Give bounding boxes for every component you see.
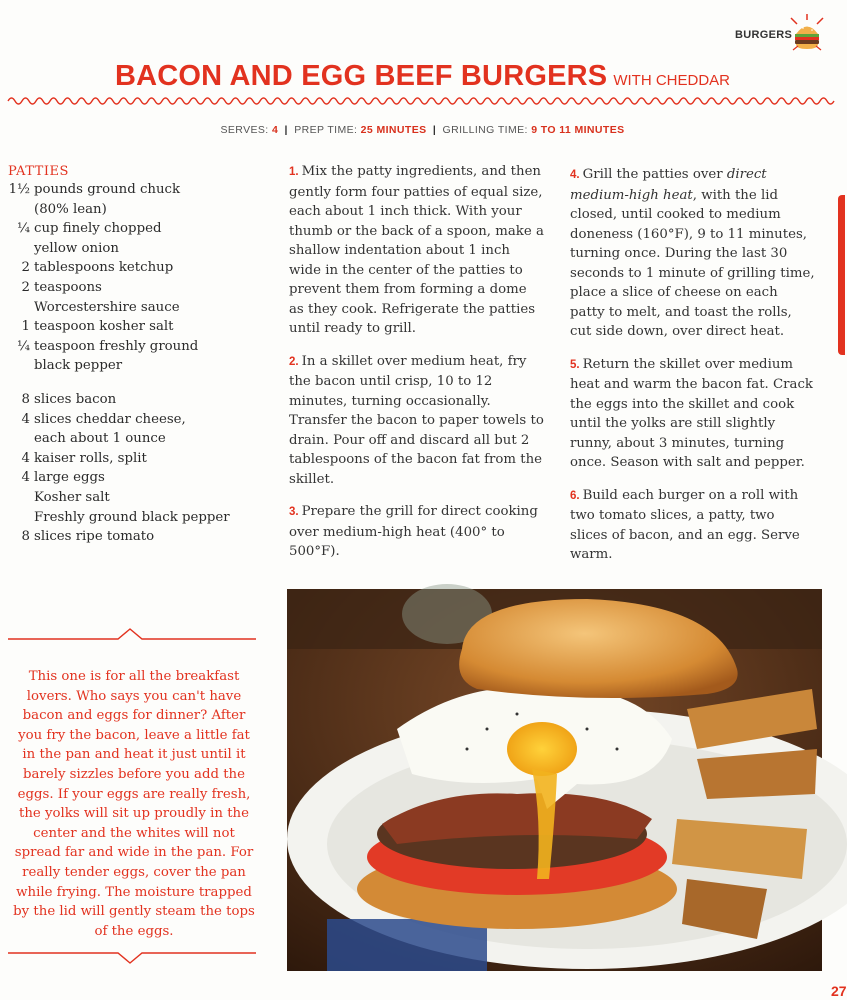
step-4 (570, 165, 815, 342)
prep-time-label: PREP TIME: (294, 124, 358, 136)
ingredient-quantity: 1½ (8, 182, 30, 197)
page-number: 27 (831, 983, 847, 999)
ingredient-line (6, 258, 266, 278)
ingredient-quantity: 4 (21, 470, 30, 486)
ingredient-text: teaspoon kosher salt (34, 319, 174, 335)
ingredient-quantity (6, 298, 34, 318)
step-text: Build each burger on a roll with two tomato slices, a patty, two slices of bacon, and an egg. Serve warm. (570, 487, 800, 562)
ingredient-line (6, 298, 266, 318)
ingredient-text: kaiser rolls, split (34, 450, 147, 466)
step-number: 3. (289, 506, 299, 518)
ingredient-text: teaspoons (34, 279, 102, 295)
grilling-time-value: 9 TO 11 MINUTES (531, 124, 625, 136)
meta-separator: | (284, 124, 288, 136)
ingredient-text: Worcestershire sauce (34, 299, 180, 315)
ingredient-group-gap (6, 376, 266, 390)
step-number: 5. (570, 358, 580, 371)
serves-value: 4 (271, 124, 279, 136)
step-3 (289, 502, 544, 562)
ingredient-line (6, 468, 266, 488)
ingredient-text: yellow onion (34, 240, 119, 256)
ingredient-text: black pepper (34, 358, 123, 374)
recipe-title: BACON AND EGG BEEF BURGERS (115, 60, 608, 92)
ingredient-quantity (6, 356, 34, 376)
step-text: Return the skillet over medium heat and warm the bacon fat. Crack the eggs into the skillet and cook until the yolks are still slightly runny, about 3 minutes, turning once. Season with salt and pepper. (570, 356, 813, 470)
ingredient-line (6, 356, 266, 376)
step-text: Prepare the grill for direct cooking over medium-high heat (400° to 500°F). (289, 504, 538, 559)
step-text: In a skillet over medium heat, fry the bacon until crisp, 10 to 12 minutes, turning occasionally. Transfer the bacon to paper towels to drain. Pour off and discard all but 2 tablespoons of the bacon fat from the skillet. (289, 353, 544, 487)
step-5 (570, 355, 815, 473)
ingredient-text: each about 1 ounce (34, 431, 166, 447)
ingredient-quantity: 1 (21, 319, 30, 335)
ingredient-line (6, 488, 266, 508)
ingredient-line (6, 317, 266, 337)
ingredient-quantity (6, 488, 34, 508)
ingredient-text: tablespoons ketchup (34, 260, 174, 276)
ingredient-line (6, 200, 266, 220)
ingredient-quantity: 8 (21, 529, 30, 545)
step-1 (289, 162, 544, 339)
ingredient-line (6, 390, 266, 410)
ingredient-text: (80% lean) (34, 201, 107, 217)
ingredient-line (6, 527, 266, 547)
ingredient-line (6, 278, 266, 298)
section-label: BURGERS (735, 29, 793, 41)
recipe-title-block (0, 60, 845, 93)
ingredient-quantity (6, 429, 34, 449)
steps-column-1 (289, 162, 544, 575)
step-number: 6. (570, 489, 580, 502)
ingredient-line (6, 180, 266, 200)
ingredient-line (6, 429, 266, 449)
step-number: 4. (570, 169, 580, 181)
ingredient-text: pounds ground chuck (34, 182, 181, 197)
step-number: 1. (289, 166, 299, 178)
ingredient-quantity (6, 508, 34, 528)
step-text: Grill the patties over (582, 167, 727, 182)
recipe-meta (0, 124, 845, 136)
grilling-time-label: GRILLING TIME: (442, 124, 528, 136)
ingredient-line (6, 410, 266, 430)
ingredient-quantity: ¼ (17, 221, 30, 237)
ingredient-line (6, 239, 266, 259)
ingredient-line (6, 337, 266, 357)
step-text: , with the lid closed, until cooked to medium doneness (160°F), 9 to 11 minutes, turning once. During the last 30 seconds to 1 minute of grilling time, place a slice of cheese on each patty to melt, and toast the rolls, cut side down, over direct heat. (570, 187, 815, 339)
step-number: 2. (289, 355, 299, 368)
meta-separator: | (432, 124, 437, 136)
ingredient-line (6, 449, 266, 469)
ingredient-text: slices cheddar cheese, (34, 411, 186, 427)
burger-icon (788, 12, 826, 54)
ingredient-quantity (6, 200, 34, 220)
ingredient-quantity: 2 (21, 279, 30, 295)
ingredient-quantity: 2 (21, 260, 30, 276)
ingredients-heading: PATTIES (8, 164, 69, 179)
ingredient-text: slices bacon (34, 391, 117, 407)
ingredient-text: cup finely chopped (34, 221, 162, 237)
ingredient-quantity: 4 (21, 411, 30, 427)
wavy-divider (8, 94, 830, 108)
ingredient-quantity (6, 239, 34, 259)
recipe-subtitle: WITH CHEDDAR (613, 72, 730, 89)
steps-column-2 (570, 165, 815, 578)
burger-photo (287, 589, 822, 971)
step-2 (289, 352, 544, 490)
page-edge-tab (838, 195, 845, 355)
serves-label: SERVES: (220, 124, 269, 136)
ingredient-line (6, 508, 266, 528)
step-text-emphasis: direct medium-high heat (570, 167, 767, 203)
step-text: Mix the patty ingredients, and then gently form four patties of equal size, each about 1 inch thick. With your thumb or the back of a spoon, make a shallow indentation about 1 inch wide in the center of the patties to prevent them from forming a dome as they cook. Refrigerate the patties until ready to grill. (289, 164, 544, 336)
ingredient-text: Freshly ground black pepper (34, 509, 230, 525)
ingredient-text: slices ripe tomato (34, 529, 155, 545)
ingredient-quantity: 8 (21, 391, 30, 407)
ingredients-list (6, 180, 266, 547)
tip-text: This one is for all the breakfast lovers. Who says you can't have bacon and eggs for dinner? After you fry the bacon, leave a little fat in the pan and heat it just until it barely sizzles before you add the eggs. If your eggs are really fresh, the yolks will sit up proudly in the center and the whites will not spread far and wide in the pan. For really tender eggs, cover the pan while frying. The moisture trapped by the lid will gently steam the tops of the eggs. (13, 669, 255, 939)
step-6 (570, 486, 815, 565)
ingredient-line (6, 219, 266, 239)
ingredient-text: large eggs (34, 470, 105, 486)
ingredient-text: teaspoon freshly ground (34, 338, 199, 354)
ingredient-quantity: ¼ (17, 338, 30, 354)
prep-time-value: 25 MINUTES (360, 124, 427, 136)
ingredient-text: Kosher salt (34, 489, 110, 505)
ingredient-quantity: 4 (21, 450, 30, 466)
